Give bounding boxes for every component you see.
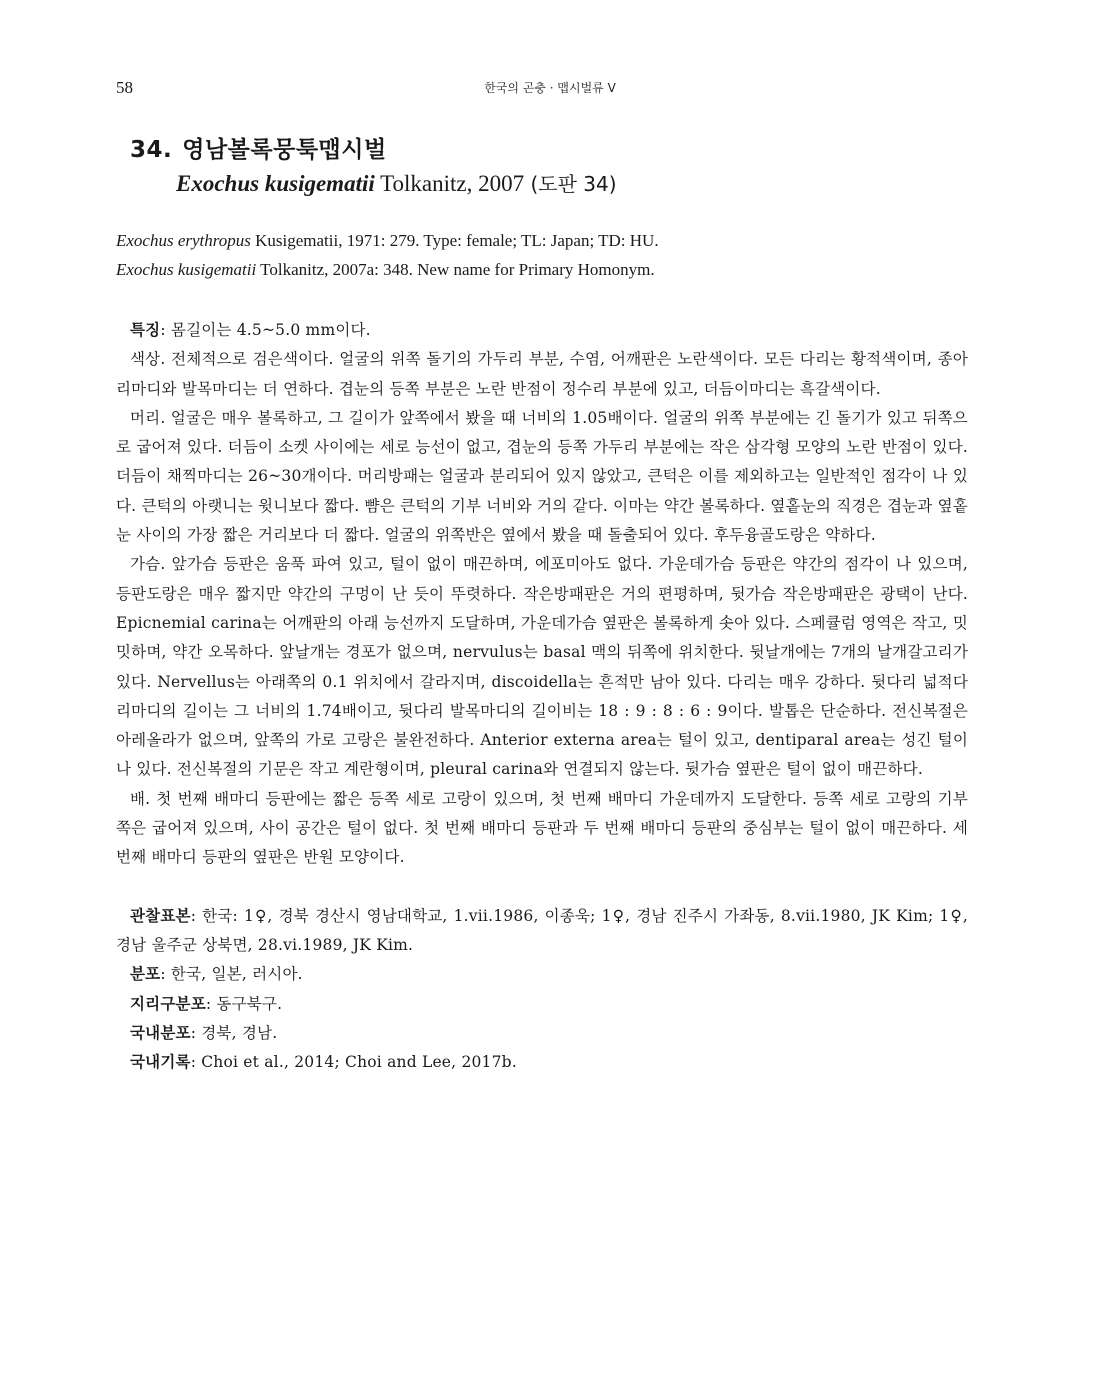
record-label: 관찰표본 (130, 906, 191, 925)
record-text: : 경북, 경남. (190, 1023, 278, 1042)
record-text: : Choi et al., 2014; Choi and Lee, 2017b. (190, 1053, 517, 1072)
record-text: : 한국, 일본, 러시아. (160, 965, 303, 984)
running-header: 한국의 곤충 · 맵시벌류 V (484, 81, 616, 95)
synonym-citation: Kusigematii, 1971: 279. Type: female; TL: Japan; TD: HU. (250, 231, 659, 250)
synonym-name: Exochus erythropus (116, 231, 251, 250)
species-scientific-name: Exochus kusigematii (176, 171, 375, 196)
record-text: : 동구북구. (205, 994, 283, 1013)
species-title-scientific (176, 166, 617, 202)
feature-text: : 몸길이는 4.5~5.0 mm이다. (160, 321, 371, 339)
species-korean-name: 영남볼록뭉툭맵시벌 (182, 137, 387, 163)
species-author-year: Tolkanitz, 2007 (374, 171, 525, 196)
record-domestic-references (116, 1048, 968, 1077)
synonym-citation: Tolkanitz, 2007a: 348. New name for Primary Homonym. (256, 260, 655, 279)
record-distribution (116, 960, 968, 989)
record-zoogeography (116, 990, 968, 1019)
description-paragraph-color: 색상. 전체적으로 검은색이다. 얼굴의 위쪽 돌기의 가두리 부분, 수염, 어깨판은 노란색이다. 모든 다리는 황적색이며, 종아리마디와 발목마디는 더 연하다. 겹눈의 등쪽 부분은 노란 반점이 정수리 부분에 있고, 더듬이마디는 흑갈색이다. (116, 350, 968, 398)
feature-label: 특징 (130, 321, 161, 339)
record-label: 국내분포 (130, 1023, 191, 1042)
plate-reference: (도판 34) (524, 172, 617, 196)
record-label: 지리구분포 (130, 994, 206, 1013)
feature-paragraph (116, 316, 968, 345)
description-paragraph-head: 머리. 얼굴은 매우 볼록하고, 그 길이가 앞쪽에서 봤을 때 너비의 1.05배이다. 얼굴의 위쪽 부분에는 긴 돌기가 있고 뒤쪽으로 굽어져 있다. 더듬이 소켓 사이에는 세로 능선이 없고, 겹눈의 등쪽 가두리 부분에는 작은 삼각형 모양의 노란 반점이 있다. 더듬이 채찍마디는 26~30개이다. 머리방패는 얼굴과 분리되어 있지 않았고, 큰턱은 이를 제외하고는 일반적인 점각이 나 있다. 큰턱의 아랫니는 윗니보다 짧다. 뺨은 큰턱의 기부 너비와 거의 같다. 이마는 약간 볼록하다. 옆홑눈의 직경은 겹눈과 옆홑눈 사이의 가장 짧은 거리보다 더 짧다. 얼굴의 위쪽반은 옆에서 봤을 때 돌출되어 있다. 후두융골도랑은 약하다. (116, 408, 968, 545)
record-text: : 한국: 1♀, 경북 경산시 영남대학교, 1.vii.1986, 이종욱; 1♀, 경남 진주시 가좌동, 8.vii.1980, JK Kim; 1♀, 경남 울주군 상북면, 28.vi.1989, JK Kim. (116, 906, 968, 954)
record-specimens (116, 902, 968, 961)
record-domestic-distribution (116, 1019, 968, 1048)
section-spacer (116, 873, 968, 902)
synonym-name: Exochus kusigematii (116, 260, 257, 279)
record-label: 국내기록 (130, 1053, 191, 1072)
species-title-korean (130, 134, 617, 166)
record-label: 분포 (130, 965, 161, 984)
description-body (116, 316, 968, 1077)
species-title-block (130, 134, 617, 202)
description-paragraph-abdomen: 배. 첫 번째 배마디 등판에는 짧은 등쪽 세로 고랑이 있으며, 첫 번째 배마디 가운데까지 도달한다. 등쪽 세로 고랑의 기부 쪽은 굽어져 있으며, 사이 공간은 털이 없다. 첫 번째 배마디 등판과 두 번째 배마디 등판의 중심부는 털이 없이 매끈하다. 세 번째 배마디 등판의 옆판은 반원 모양이다. (116, 789, 968, 867)
species-number: 34. (130, 137, 173, 163)
synonym-entry (116, 255, 976, 284)
page-number: 58 (116, 78, 133, 97)
description-paragraph-thorax: 가슴. 앞가슴 등판은 움푹 파여 있고, 털이 없이 매끈하며, 에포미아도 없다. 가운데가슴 등판은 약간의 점각이 나 있으며, 등판도랑은 매우 짧지만 약간의 구멍이 난 듯이 뚜렷하다. 작은방패판은 거의 편평하며, 뒷가슴 작은방패판은 광택이 난다. Epicnemial carina는 어깨판의 아래 능선까지 도달하며, 가운데가슴 옆판은 볼록하게 솟아 있다. 스페큘럼 영역은 작고, 밋밋하며, 약간 오목하다. 앞날개는 경포가 없으며, nervulus는 basal 맥의 뒤쪽에 위치한다. 뒷날개에는 7개의 날개갈고리가 있다. Nervellus는 아래쪽의 0.1 위치에서 갈라지며, discoidella는 흔적만 남아 있다. 다리는 매우 강하다. 뒷다리 넓적다리마디의 길이는 그 너비의 1.74배이고, 뒷다리 발목마디의 길이비는 18 : 9 : 8 : 6 : 9이다. 발톱은 단순하다. 전신복절은 아레올라가 없으며, 앞쪽의 가로 고랑은 불완전하다. Anterior externa area는 털이 있고, dentiparal area는 성긴 털이 나 있다. 전신복절의 기문은 작고 계란형이며, pleural carina와 연결되지 않는다. 뒷가슴 옆판은 털이 없이 매끈하다. (116, 555, 968, 779)
synonym-entry (116, 226, 976, 255)
records-section (116, 902, 968, 1078)
synonym-list (116, 226, 976, 284)
